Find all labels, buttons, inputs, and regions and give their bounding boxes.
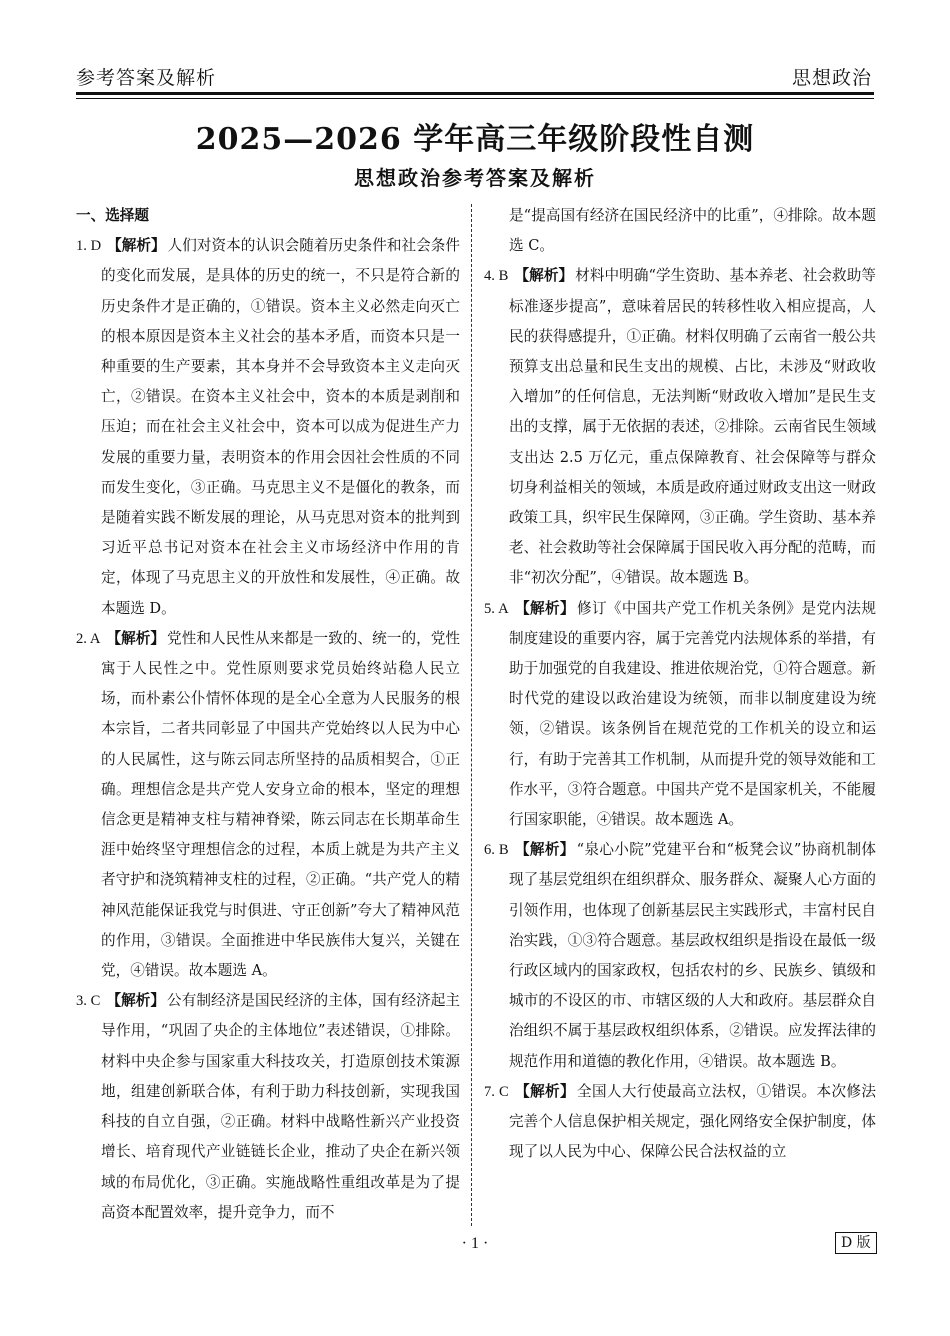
- left-column: [76, 201, 460, 1228]
- question-number: 2. A: [76, 630, 101, 647]
- question-text: 公有制经济是国民经济的主体，国有经济起主导作用，“巩固了央企的主体地位”表述错误，①排除。材料中央企参与国家重大科技攻关，打造原创技术策源地，组建创新联合体，有利于助力科技创新，实现我国科技的自立自强，②正确。材料中战略性新兴产业投资增长、培育现代产业链链长企业，推动了央企在新兴领域的布局优化，③正确。实施战略性重组改革是为了提高资本配置效率，提升竞争力，而不: [101, 992, 460, 1221]
- question-number: 3. C: [76, 993, 101, 1010]
- question-5: [484, 594, 876, 836]
- question-number: 6. B: [484, 842, 509, 859]
- question-3: [76, 986, 460, 1228]
- header-rule-thick: [76, 92, 874, 95]
- analysis-tag: 【解析】: [107, 237, 166, 255]
- analysis-tag: 【解析】: [514, 841, 575, 859]
- question-text: 材料中明确“学生资助、基本养老、社会救助等标准逐步提高”，意味着居民的转移性收入相应提高，人民的获得感提升，①正确。材料仅明确了云南省一般公共预算支出总量和民生支出的规模、占比，未涉及“财政收入增加”的任何信息，无法判断“财政收入增加”是民生支出的支撑，属于无依据的表述，②排除。云南省民生领域支出达 2.5 万亿元，重点保障教育、社会保障等与群众切身利益相关的领域，本质是政府通过财政支出这一财政政策工具，织牢民生保障网，③正确。学生资助、基本养老、社会救助等社会保障属于国民收入再分配的范畴，而非“初次分配”，④错误。故本题选 B。: [509, 267, 876, 587]
- section-heading: 一、选择题: [76, 207, 149, 224]
- header-rule-thin: [76, 98, 874, 99]
- header-right: 思想政治: [791, 67, 872, 89]
- question-2: [76, 624, 460, 986]
- page-title: 2025—2026 学年高三年级阶段性自测: [195, 122, 755, 157]
- question-6: [484, 835, 876, 1077]
- question-text: 党性和人民性从来都是一致的、统一的，党性寓于人民性之中。党性原则要求党员始终站稳人民立场，而朴素公仆情怀体现的是全心全意为人民服务的根本宗旨，二者共同彰显了中国共产党始终以人民为中心的人民属性，这与陈云同志所坚持的品质相契合，①正确。理想信念是共产党人安身立命的根本，坚定的理想信念更是精神支柱与精神脊梁，陈云同志在长期革命生涯中始终坚守理想信念的过程，本质上就是为共产主义者守护和浇筑精神支柱的过程，②正确。“共产党人的精神风范能保证我党与时俱进、守正创新”夸大了精神风范的作用，③错误。全面推进中华民族伟大复兴，关键在党，④错误。故本题选 A。: [101, 629, 460, 980]
- analysis-tag: 【解析】: [514, 1082, 575, 1100]
- question-3-continuation: 是“提高国有经济在国民经济中的比重”，④排除。故本题选 C。: [509, 207, 876, 255]
- question-7: [484, 1077, 876, 1168]
- column-divider: [471, 204, 472, 1226]
- page-number: · 1 ·: [461, 1235, 489, 1252]
- question-text: 修订《中国共产党工作机关条例》是党内法规制度建设的重要内容，属于完善党内法规体系的举措，有助于加强党的自我建设、推进依规治党，①符合题意。新时代党的建设以政治建设为统领，而非以制度建设为统领，②错误。该条例旨在规范党的工作机关的设立和运行，有助于完善其工作机制，从而提升党的领导效能和工作水平，③符合题意。中国共产党不是国家机关，不能履行国家职能，④错误。故本题选 A。: [509, 599, 876, 829]
- version-badge: D 版: [835, 1232, 877, 1254]
- question-number: 4. B: [484, 268, 509, 285]
- question-text: 全国人大行使最高立法权，①错误。本次修法完善个人信息保护相关规定，强化网络安全保护制度，体现了以人民为中心、保障公民合法权益的立: [509, 1082, 876, 1161]
- question-number: 1. D: [76, 238, 102, 255]
- question-text: 人们对资本的认识会随着历史条件和社会条件的变化而发展，是具体的历史的统一，不只是符合新的历史条件才是正确的，①错误。资本主义必然走向灭亡的根本原因是资本主义社会的基本矛盾，而资本只是一种重要的生产要素，其本身并不会导致资本主义走向灭亡，②错误。在资本主义社会中，资本的本质是剥削和压迫；而在社会主义社会中，资本可以成为促进生产力发展的重要力量，表明资本的作用会因社会性质的不同而发生变化，③正确。马克思主义不是僵化的教条，而是随着实践不断发展的理论，从马克思对资本的批判到习近平总书记对资本在社会主义市场经济中作用的肯定，体现了马克思主义的开放性和发展性，④正确。故本题选 D。: [101, 237, 460, 617]
- right-column: [484, 201, 876, 1168]
- analysis-tag: 【解析】: [514, 599, 575, 617]
- page-subtitle: 思想政治参考答案及解析: [354, 166, 596, 190]
- analysis-tag: 【解析】: [106, 992, 166, 1010]
- question-4: [484, 261, 876, 593]
- question-1: [76, 231, 460, 624]
- analysis-tag: 【解析】: [514, 267, 574, 285]
- question-text: “泉心小院”党建平台和“板凳会议”协商机制体现了基层党组织在组织群众、服务群众、凝聚人心方面的引领作用，也体现了创新基层民主实践形式，丰富村民自治实践，①③符合题意。基层政权组织是指设在最低一级行政区域内的国家政权，包括农村的乡、民族乡、镇级和城市的不设区的市、市辖区级的人大和政府。基层群众自治组织不属于基层政权组织体系，②错误。应发挥法律的规范作用和道德的教化作用，④错误。故本题选 B。: [509, 841, 876, 1070]
- question-number: 7. C: [484, 1083, 509, 1100]
- question-number: 5. A: [484, 600, 509, 617]
- header-left: 参考答案及解析: [76, 67, 217, 89]
- analysis-tag: 【解析】: [106, 629, 166, 647]
